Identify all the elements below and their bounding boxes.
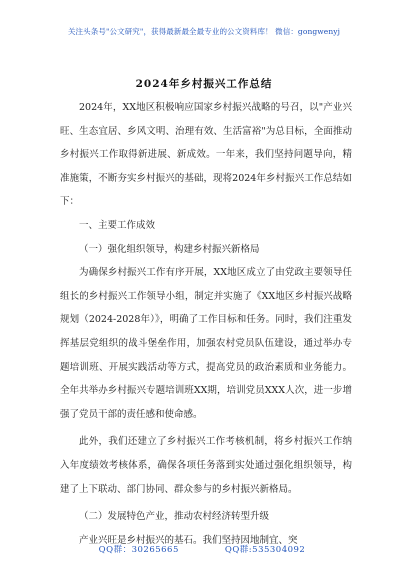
document-body	[60, 96, 352, 552]
subsection-heading-2: （二）发展特色产业，推动农村经济转型升级	[79, 511, 270, 523]
document-title: 2024年乡村振兴工作总结	[135, 78, 273, 90]
section-heading: 一、主要工作成效	[79, 219, 156, 231]
qq-group-2: QQ群:535304092	[224, 545, 306, 555]
promo-header: 关注头条号"公文研究"，获得最新最全最专业的公文资料库！ 微信：gongwenyj	[67, 27, 341, 36]
body-paragraph-3: 产业兴旺是乡村振兴的基石。我们坚持因地制宜、突	[79, 534, 298, 546]
subsection-heading-1: （一）强化组织领导，构建乡村振兴新格局	[79, 243, 260, 255]
body-paragraph-1: 为确保乡村振兴工作有序开展，XX地区成立了由党政主要领导任组长的乡村振兴工作领导小组，制定并实施了《XX地区乡村振兴战略规划（2024-2028年）》，明确了工作目标和任务。同时，我们注重发挥基层党组织的战斗堡垒作用，加强农村党员队伍建设，通过举办专题培训班、开展实践活动等方式，提高党员的政治素质和业务能力。全年共举办乡村振兴专题培训班XX期，培训党员XXX人次，进一步增强了党员干部的责任感和使命感。	[60, 267, 352, 420]
intro-paragraph: 2024年，XX地区积极响应国家乡村振兴战略的号召，以"产业兴旺、生态宜居、乡风文明、治理有效、生活富裕"为总目标，全面推动乡村振兴工作取得新进展、新成效。一年来，我们坚持问题导向，精准施策，不断夯实乡村振兴的基础，现将2024年乡村振兴工作总结如下：	[60, 102, 352, 208]
page-footer	[0, 543, 408, 555]
qq-group-1: QQ群：30265665	[98, 545, 179, 555]
body-paragraph-2: 此外，我们还建立了乡村振兴工作考核机制，将乡村振兴工作纳入年度绩效考核体系，确保各项任务落到实处通过强化组织领导，构建了上下联动、部门协同、群众参与的乡村振兴新格局。	[60, 436, 352, 495]
